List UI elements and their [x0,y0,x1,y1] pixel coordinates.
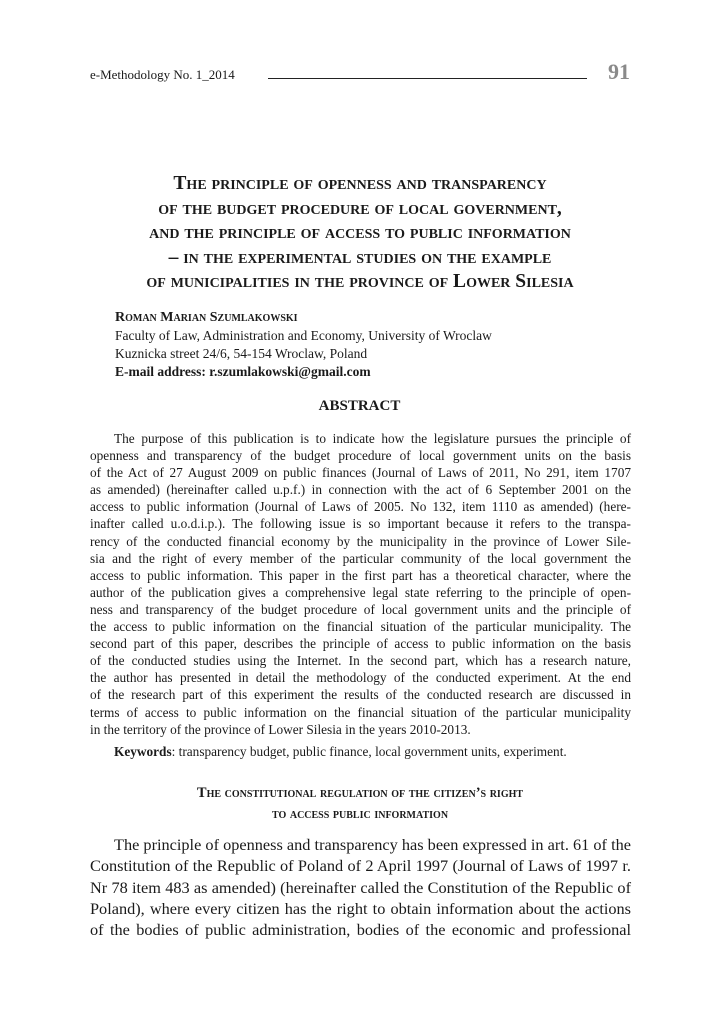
article-title [80,172,640,295]
abstract-line: inafter called u.o.d.i.p.). The following issue is so important because it refers to the transpa- [90,516,631,532]
body-line: The principle of openness and transparency has been expressed in art. 61 of the [114,835,631,854]
title-line: and the principle of access to public information [149,222,571,243]
page-number: 91 [608,59,630,84]
abstract-line: in the territory of the province of Lower Silesia in the years 2010-2013. [90,721,471,737]
body-line: Poland), where every citizen has the right to obtain information about the actions [90,898,631,918]
author-name: Roman Marian Szumlakowski [115,310,298,325]
body-line: of the bodies of public administration, bodies of the economic and professional [90,920,631,940]
abstract-line: the author has presented in detail the methodology of the conducted experiment. At the end [90,670,631,686]
abstract-line: access to public information. This paper in the first part has a theoretical character, where the [90,567,631,583]
header-rule [268,78,587,79]
abstract-body [90,430,631,738]
title-line: of municipalities in the province of Lower Silesia [146,271,574,292]
abstract-line: sia and the right of every member of the particular community of the local government the [90,550,631,566]
abstract-line: author of the publication gives a comprehensive legal state referring to the principle of open- [90,584,631,600]
title-line: – in the experimental studies on the example [168,246,552,268]
running-header [90,59,630,87]
keywords-label: Keywords [114,744,172,759]
abstract-heading: ABSTRACT [318,398,401,414]
author-affiliation: Faculty of Law, Administration and Economy, University of Wroclaw [115,328,492,343]
abstract-line: as amended) (hereinafter called u.p.f.) in connection with the act of 6 September 2001 on the [90,482,631,498]
title-line: of the budget procedure of local government, [158,197,562,219]
body-line: Constitution of the Republic of Poland of 2 April 1997 (Journal of Laws of 1997 r. [90,856,631,876]
abstract-line: openness and transparency of the budget procedure of local government units on the basis [90,448,631,464]
author-email: E-mail address: r.szumlakowski@gmail.com [115,364,371,379]
author-block [115,309,635,381]
section-heading-line: to access public information [271,806,449,822]
abstract-line: the access to public information on the financial situation of the particular municipality. The [90,619,631,635]
section-body [90,834,631,940]
journal-name: e-Methodology No. 1_2014 [90,67,235,82]
abstract-line: of the research part of this experiment the results of the conducted research are discussed in [90,687,631,703]
title-line: The principle of openness and transparency [173,173,547,194]
abstract-line: The purpose of this publication is to indicate how the legislature pursues the principle of [114,431,631,446]
abstract-line: rency of the conducted financial economy by the municipality in the province of Lower Sile- [90,533,631,549]
abstract-line: ness and transparency of the budget procedure of local government units and the principle of [90,601,631,617]
abstract-line: second part of this paper, describes the principle of access to public information on the basis [90,636,631,652]
section-heading-line: The constitutional regulation of the citizen’s right [196,785,524,801]
keywords-text: : transparency budget, public finance, local government units, experiment. [171,744,567,759]
author-address: Kuznicka street 24/6, 54-154 Wroclaw, Poland [115,346,368,361]
keywords [114,744,567,760]
abstract-line: of the Act of 27 August 2009 on public finances (Journal of Laws of 2011, No 291, item 1707 [90,465,631,481]
abstract-line: access to public information (Journal of Laws of 2005. No 132, item 1110 as amended) (here- [90,499,631,515]
body-line: Nr 78 item 483 as amended) (hereinafter called the Constitution of the Republic of [90,877,631,897]
section-heading [80,783,640,825]
abstract-line: terms of access to public information on the financial situation of the particular municipality [90,704,631,720]
abstract-line: of the conducted studies using the Internet. In the second part, which has a research nature, [90,653,631,669]
